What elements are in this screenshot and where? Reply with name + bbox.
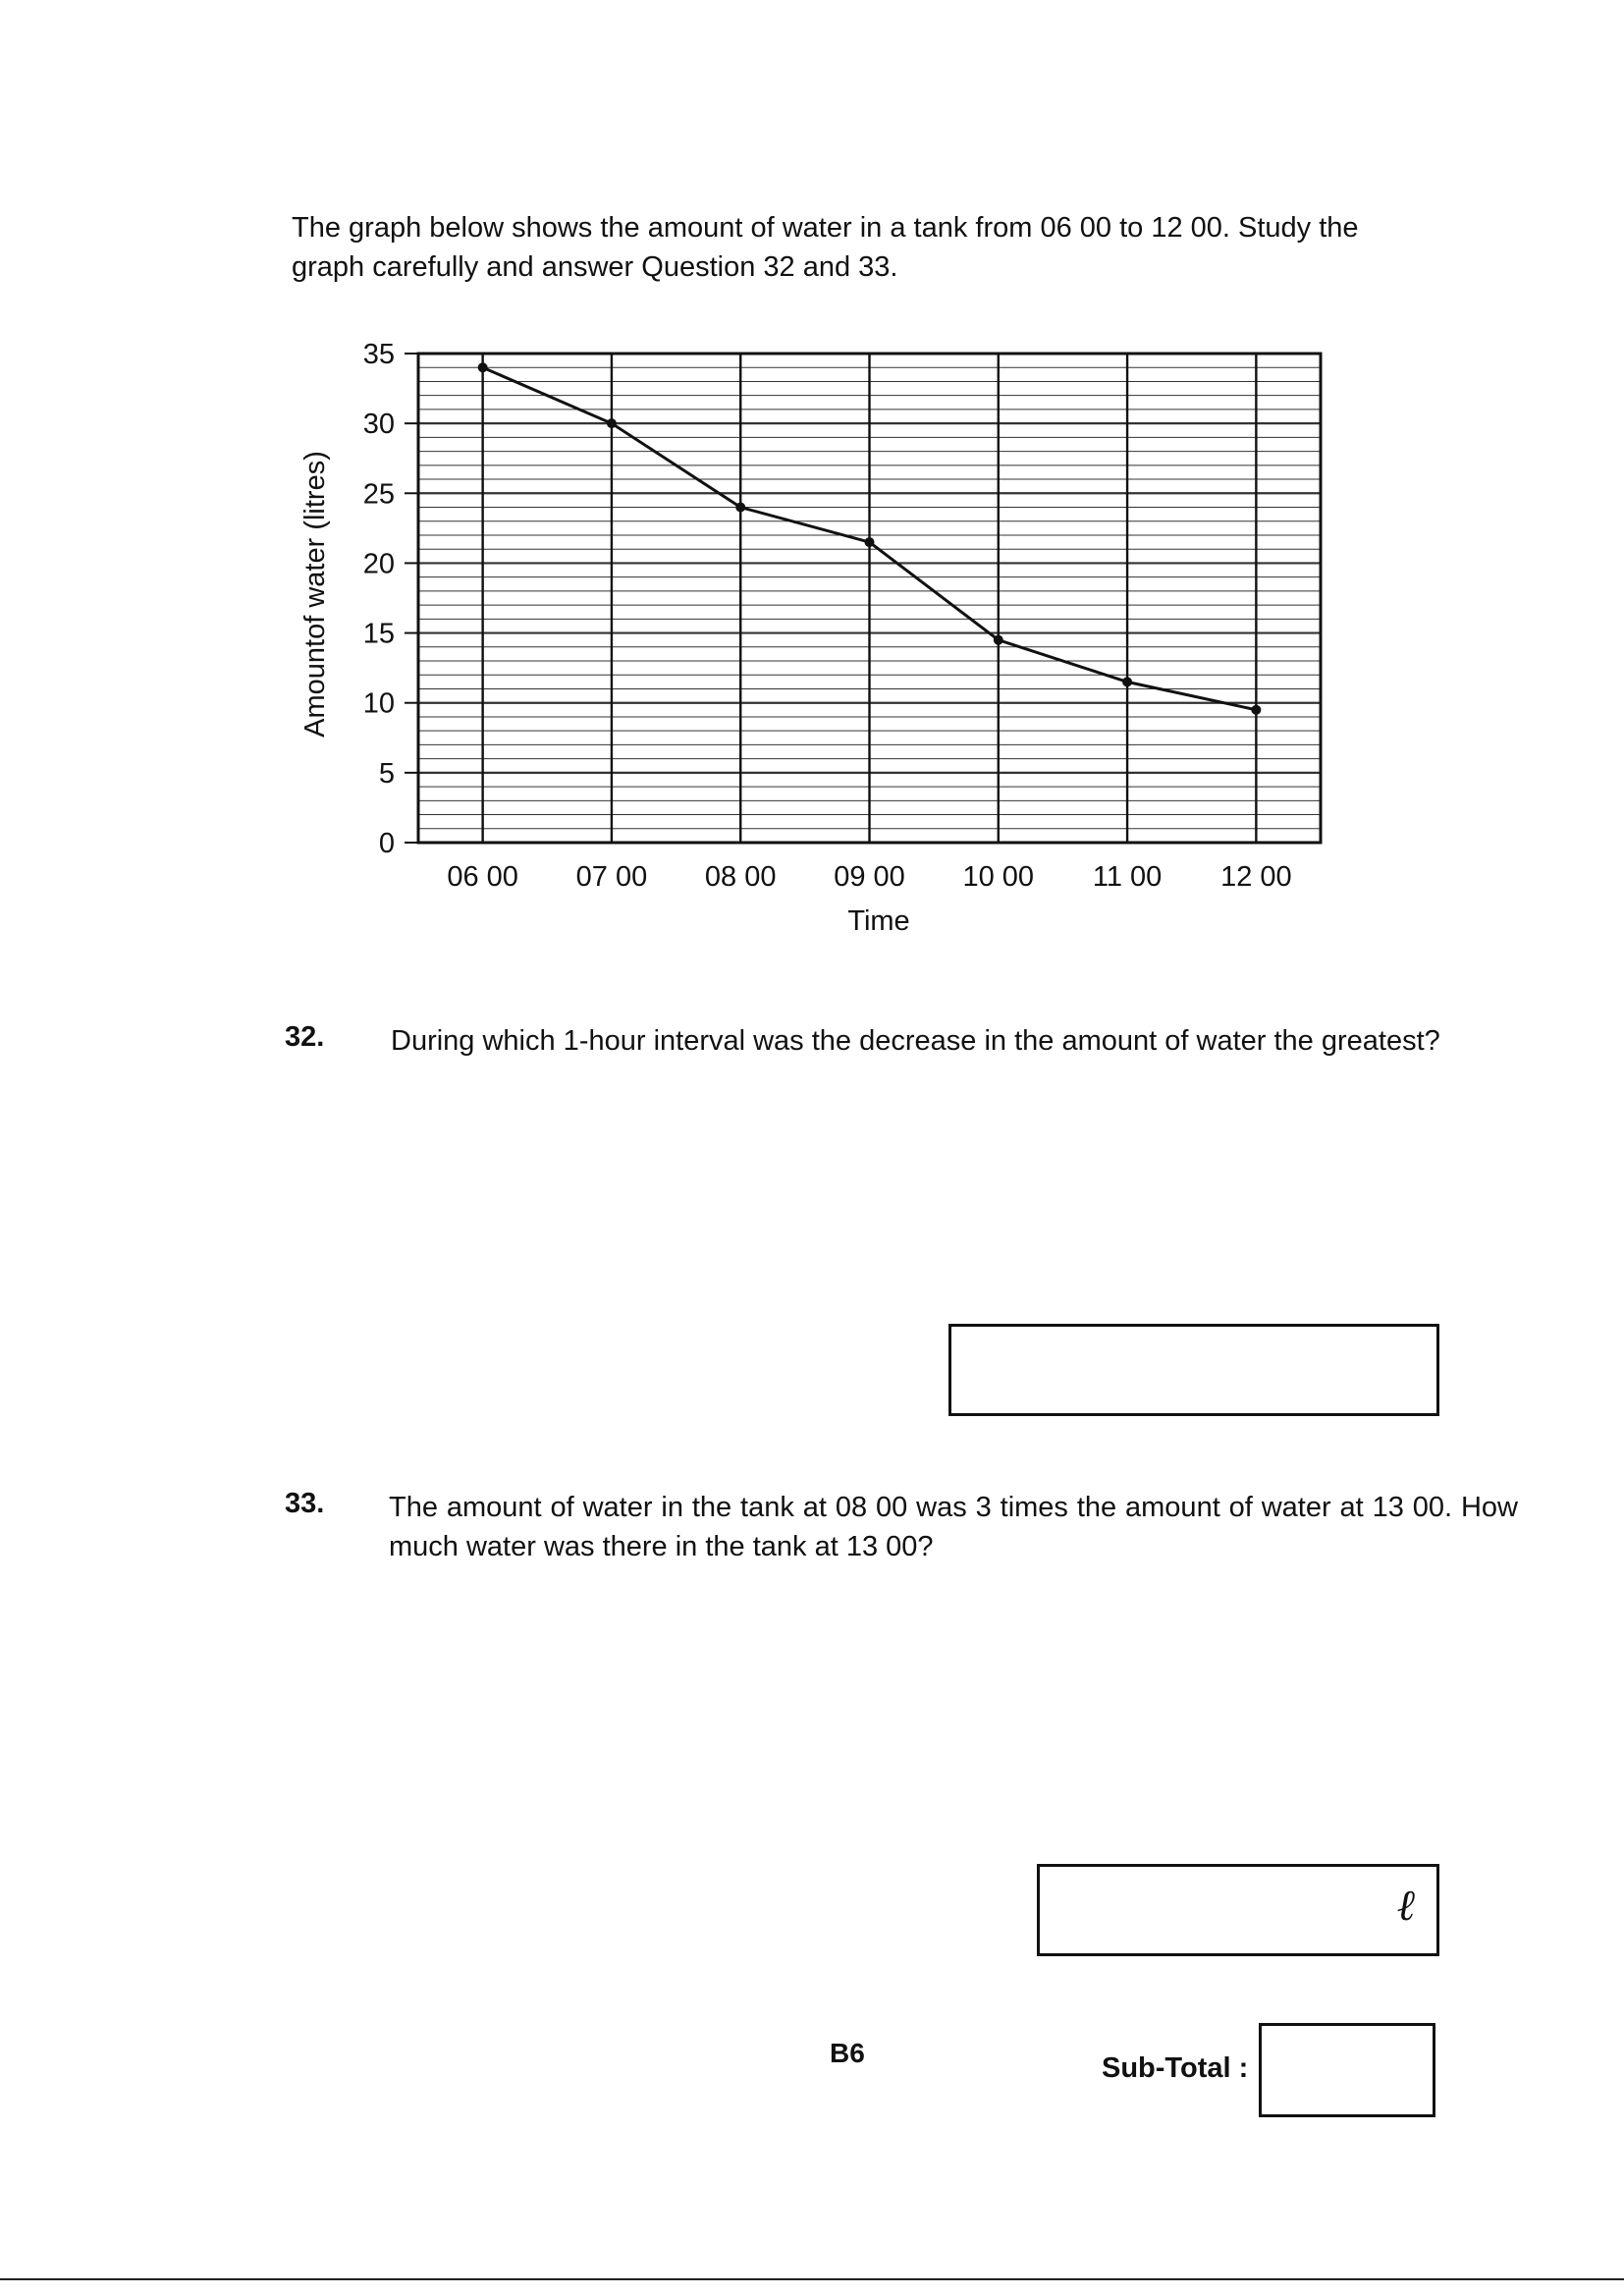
y-tick-label: 35 [362,339,395,370]
data-point [1251,705,1261,715]
data-point [865,537,875,547]
water-tank-chart [295,334,1335,943]
chart-grid [418,354,1321,843]
question-33-number: 33. [285,1488,325,1519]
x-tick-label: 10 00 [962,861,1035,893]
data-point [607,418,617,428]
y-tick-label: 15 [362,618,395,650]
y-tick-label: 10 [362,687,395,720]
y-tick-label: 30 [362,409,395,441]
subtotal-label: Sub-Total : [1102,2052,1249,2084]
data-point [735,503,745,513]
y-tick-label: 0 [378,828,395,859]
intro-text: The graph below shows the amount of water in a tank from 06 00 to 12 00. Study the graph carefully and answer Question 32 and 33. [292,212,1359,283]
question-32-number: 32. [285,1021,325,1053]
question-32-answer-box[interactable] [948,1324,1439,1416]
question-33-text: The amount of water in the tank at 08 00 was 3 times the amount of water at 13 00. How much water was there in the tank at 13 00? [389,1492,1518,1562]
x-tick-label: 12 00 [1220,861,1292,893]
page-number: B6 [830,2038,865,2068]
x-tick-label: 07 00 [575,861,648,893]
x-axis-ticks [447,861,1291,893]
litre-unit: ℓ [1396,1881,1415,1931]
x-tick-label: 11 00 [1092,861,1163,893]
x-tick-label: 09 00 [834,861,905,893]
data-point [478,362,488,372]
question-33-answer-box[interactable] [1037,1864,1439,1956]
x-axis-label: Time [847,905,910,937]
y-tick-label: 5 [378,757,395,790]
question-32-text: During which 1-hour interval was the decrease in the amount of water the greatest? [391,1025,1440,1057]
x-tick-label: 08 00 [704,861,777,893]
y-tick-label: 25 [362,478,395,511]
y-axis-ticks [363,339,418,859]
data-point [1122,677,1132,686]
y-tick-label: 20 [362,548,395,580]
x-tick-label: 06 00 [447,861,518,893]
page-bottom-rule [0,2278,1624,2280]
subtotal-box[interactable] [1259,2023,1435,2117]
y-axis-label: Amountof water (litres) [299,451,331,738]
data-point [994,635,1003,645]
